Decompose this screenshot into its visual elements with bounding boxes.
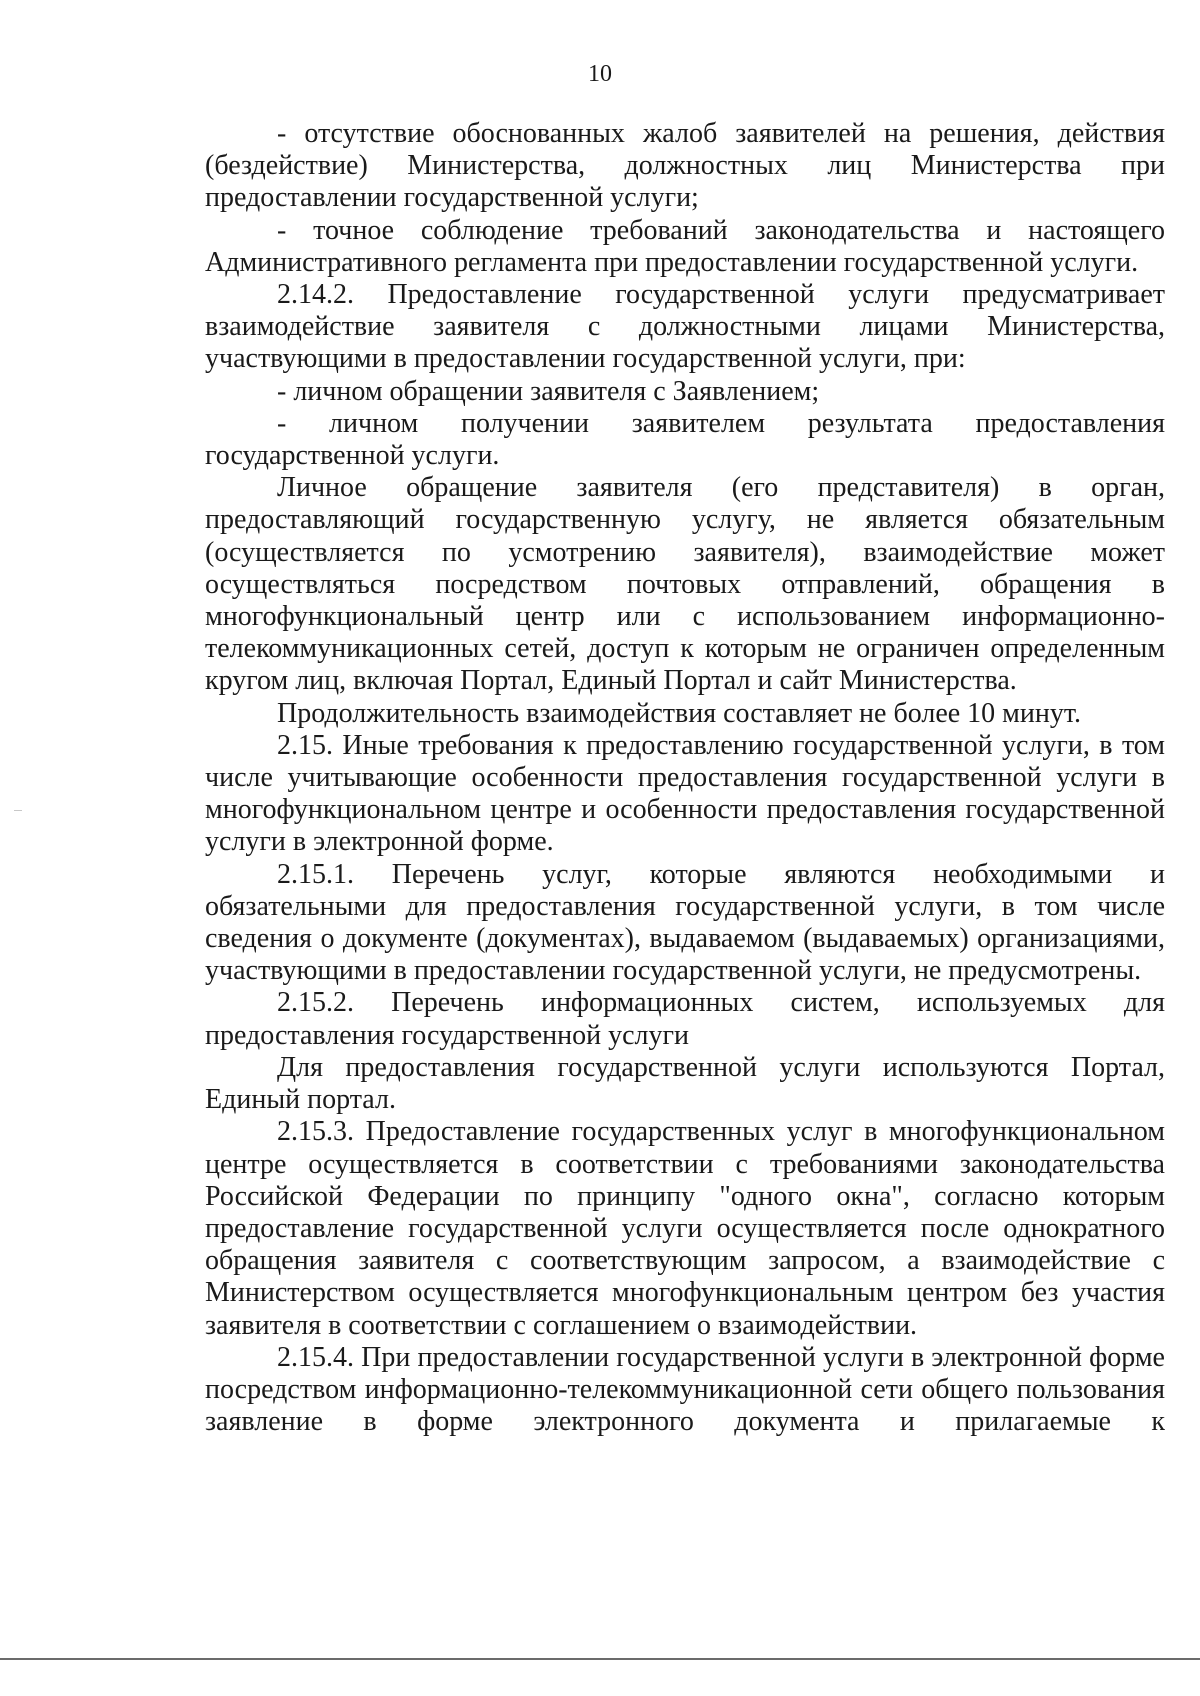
paragraph-duration: Продолжительность взаимодействия составляет не более 10 минут. bbox=[277, 697, 1081, 729]
paragraph-legal-compliance: - точное соблюдение требований законодательства и настоящего Административного регламента при предоставлении государственной услуги. bbox=[205, 214, 1165, 278]
paragraph-2-14-2: 2.14.2. Предоставление государственной услуги предусматривает взаимодействие заявителя с должностными лицами Министерства, участвующими в предоставлении государственной услуги, при: bbox=[205, 279, 1165, 375]
paragraph-personal-application: - личном обращении заявителя с Заявлением; bbox=[277, 375, 820, 407]
paragraph-personal-receipt: - личном получении заявителем результата предоставления государственной услуги. bbox=[205, 407, 1165, 472]
paragraph-portals: Для предоставления государственной услуги используются Портал, Единый портал. bbox=[205, 1051, 1165, 1116]
paragraph-no-complaints: - отсутствие обоснованных жалоб заявителей на решения, действия (бездействие) Министерства, должностных лиц Министерства при предоставлении государственной услуги; bbox=[205, 118, 1165, 214]
bottom-rule bbox=[0, 1658, 1200, 1660]
paragraph-2-15-1: 2.15.1. Перечень услуг, которые являются необходимыми и обязательными для предоставления государственной услуги, в том числе сведения о документе (документах), выдаваемом (выдаваемых) организациями, участвующими в предоставлении государственной услуги, не предусмотрены. bbox=[205, 858, 1165, 987]
scan-speck bbox=[14, 810, 22, 811]
paragraph-2-15-2: 2.15.2. Перечень информационных систем, используемых для предоставления государственной услуги bbox=[205, 987, 1165, 1051]
paragraph-2-15-3: 2.15.3. Предоставление государственных услуг в многофункциональном центре осуществляется в соответствии с требованиями законодательства Российской Федерации по принципу "одного окна", согласно которым предоставление государственной услуги осуществляется после однократного обращения заявителя с соответствующим запросом, а взаимодействие с Министерством осуществляется многофункциональным центром без участия заявителя в соответствии с соглашением о взаимодействии. bbox=[205, 1116, 1165, 1341]
page-number: 10 bbox=[588, 61, 612, 87]
paragraph-personal-appeal: Личное обращение заявителя (его представителя) в орган, предоставляющий государственную услугу, не является обязательным (осуществляется по усмотрению заявителя), взаимодействие может осуществляться посредством почтовых отправлений, обращения в многофункциональный центр или с использованием информационно-телекоммуникационных сетей, доступ к которым не ограничен определенным кругом лиц, включая Портал, Единый Портал и сайт Министерства. bbox=[205, 472, 1165, 697]
paragraph-2-15: 2.15. Иные требования к предоставлению государственной услуги, в том числе учитывающие особенности предоставления государственной услуги в многофункциональном центре и особенности предоставления государственной услуги в электронной форме. bbox=[205, 729, 1165, 858]
document-body bbox=[205, 118, 1165, 1438]
paragraph-2-15-4: 2.15.4. При предоставлении государственной услуги в электронной форме посредством информационно-телекоммуникационной сети общего пользования заявление в форме электронного документа и прилагаемые к bbox=[205, 1341, 1165, 1438]
